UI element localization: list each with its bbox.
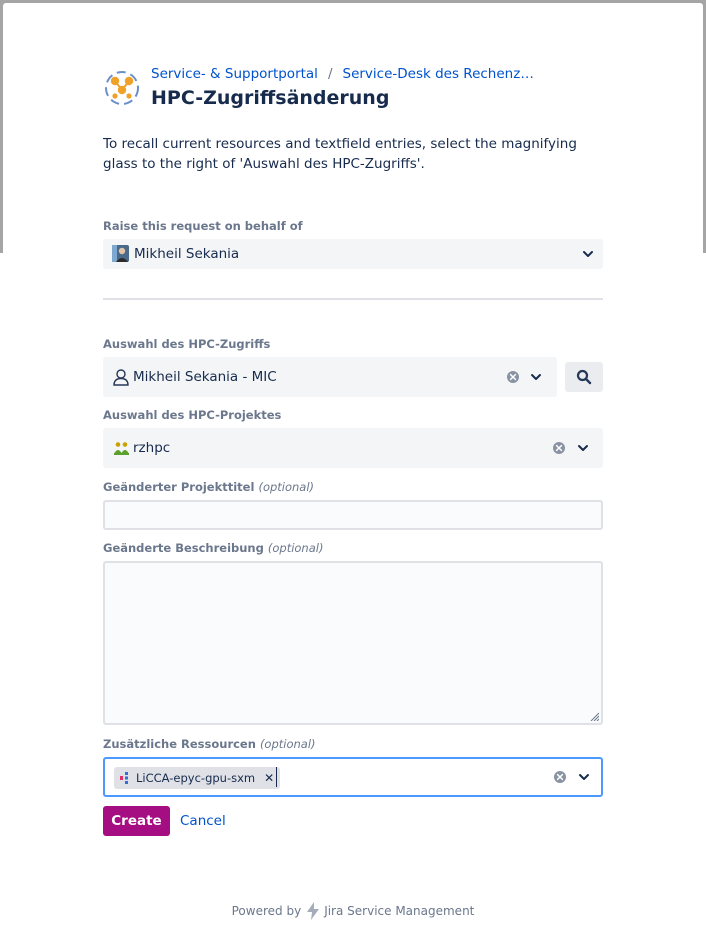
hpc-access-value: Mikheil Sekania - MIC [133,369,277,385]
hpc-project-select[interactable] [103,428,603,468]
breadcrumb [151,65,534,83]
remove-tag-icon[interactable]: ✕ [264,771,275,785]
chevron-down-icon[interactable] [528,369,544,385]
breadcrumb-service-desk-link[interactable]: Service-Desk des Rechenz… [342,66,534,82]
resource-tag [114,767,280,789]
description-label [103,541,323,555]
cancel-button[interactable]: Cancel [180,813,226,829]
project-title-label-text: Geänderter Projekttitel [103,480,255,494]
hpc-project-label: Auswahl des HPC-Projektes [103,408,282,422]
hpc-project-value: rzhpc [133,440,171,456]
footer [0,901,706,921]
hpc-access-select[interactable] [103,357,557,397]
page-title: HPC-Zugriffsänderung [151,87,390,109]
clear-icon[interactable] [506,370,520,384]
powered-by-text: Powered by [231,904,302,918]
search-icon [576,369,592,385]
chevron-down-icon[interactable] [576,769,592,785]
portal-logo-icon [102,69,142,107]
jira-bolt-icon [306,902,320,920]
resources-multiselect[interactable] [103,757,603,797]
product-name-link[interactable]: Jira Service Management [324,904,475,918]
chevron-down-icon[interactable] [580,246,596,262]
resources-label-text: Zusätzliche Ressourcen [103,737,256,751]
resize-handle-icon[interactable] [590,712,599,721]
breadcrumb-separator: / [327,66,333,82]
on-behalf-select[interactable] [103,239,603,269]
description-label-text: Geänderte Beschreibung [103,541,264,555]
user-avatar [112,245,129,262]
project-icon [114,441,129,455]
optional-hint: (optional) [267,541,324,555]
project-title-input[interactable] [103,500,603,530]
hpc-access-label: Auswahl des HPC-Zugriffs [103,337,271,351]
resource-tag-label: LiCCA-epyc-gpu-sxm [136,771,256,785]
optional-hint: (optional) [258,480,315,494]
resources-label [103,737,316,751]
text-cursor [276,767,277,787]
on-behalf-value: Mikheil Sekania [134,246,240,262]
intro-text: To recall current resources and textfield entries, select the magnifying glass to the right of 'Auswahl des HPC-Zugriffs'. [103,136,577,172]
project-title-label [103,480,314,494]
magnifier-search-button[interactable] [565,362,603,392]
resource-icon [120,772,132,784]
section-divider [103,298,603,300]
description-textarea[interactable] [103,561,603,725]
breadcrumb-portal-link[interactable]: Service- & Supportportal [151,66,318,82]
clear-icon[interactable] [552,441,566,455]
user-icon [112,368,130,386]
clear-icon[interactable] [553,770,567,784]
on-behalf-label: Raise this request on behalf of [103,219,303,233]
chevron-down-icon[interactable] [575,440,591,456]
create-button[interactable]: Create [103,806,170,836]
optional-hint: (optional) [259,737,316,751]
